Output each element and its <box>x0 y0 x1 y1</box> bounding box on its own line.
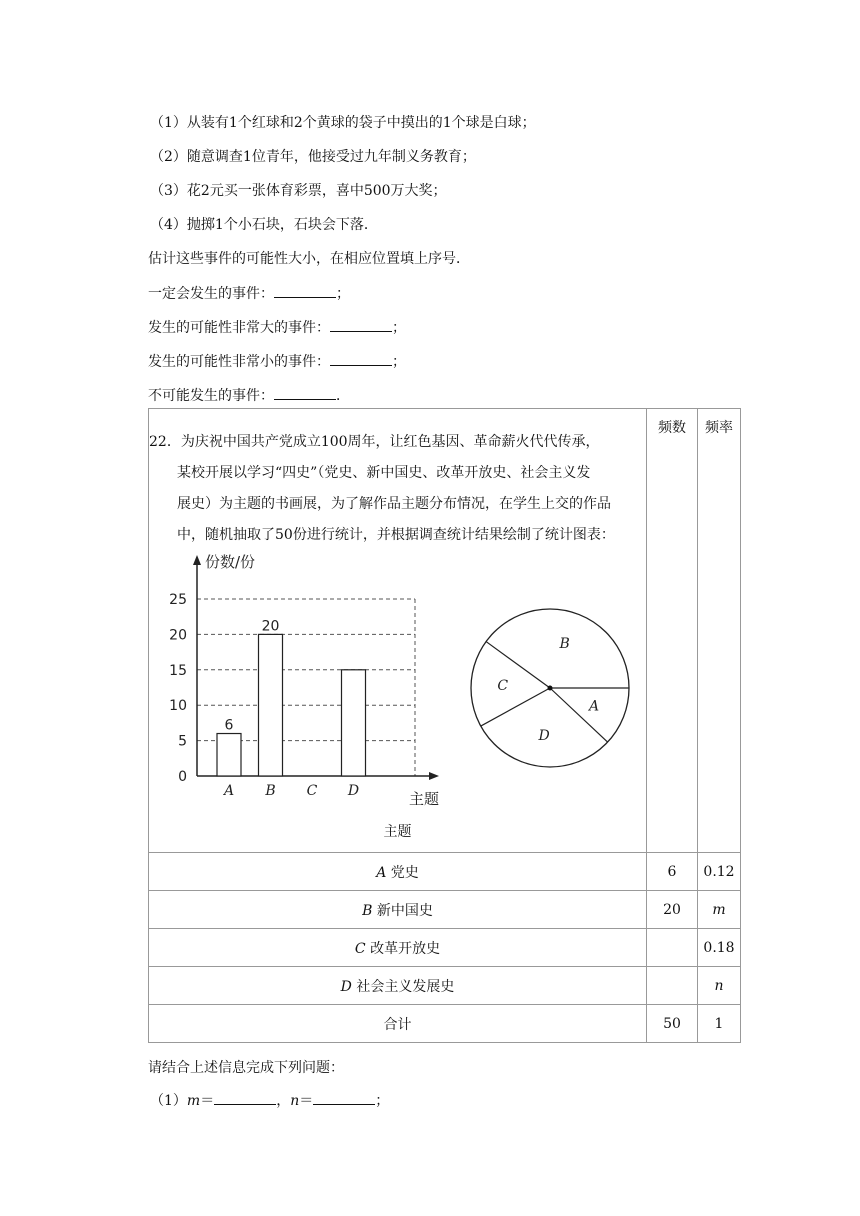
x-tick-label: C <box>306 782 318 799</box>
followup-text: 请结合上述信息完成下列问题： <box>148 1060 344 1076</box>
theme-name: 新中国史 <box>376 902 433 919</box>
x-axis-label: 主题 <box>409 789 440 808</box>
theme-cell <box>149 929 647 967</box>
answer-end: ； <box>392 320 406 336</box>
y-tick-label: 0 <box>178 768 187 785</box>
table-row-total <box>149 1005 741 1043</box>
rate-var-m: m <box>712 901 726 918</box>
bar-data-label: 6 <box>224 717 234 734</box>
answer-blank[interactable] <box>330 319 392 332</box>
freq-cell <box>647 929 698 967</box>
rate-cell: 0.18 <box>698 929 741 967</box>
m-blank[interactable] <box>214 1092 276 1105</box>
eq-sign: ＝ <box>200 1093 215 1109</box>
table-row <box>149 967 741 1005</box>
event-item-2: （2）随意调查1位青年，他接受过九年制义务教育； <box>150 149 476 165</box>
theme-letter: A <box>376 864 387 881</box>
theme-letter: C <box>354 940 366 957</box>
sub1-prefix: （1） <box>150 1093 187 1109</box>
answer-very-likely <box>148 317 406 337</box>
y-tick-label: 15 <box>169 662 187 679</box>
instruction-text: 估计这些事件的可能性大小，在相应位置填上序号． <box>148 251 470 267</box>
answer-very-unlikely <box>148 351 406 371</box>
answer-end: ； <box>392 354 406 370</box>
answer-blank[interactable] <box>274 387 336 400</box>
total-label: 合计 <box>149 1005 647 1043</box>
theme-cell <box>149 967 647 1005</box>
freq-cell: 20 <box>647 891 698 929</box>
event-item-4: （4）抛掷1个小石块，石块会下落． <box>150 217 378 233</box>
answer-label: 发生的可能性非常大的事件： <box>148 320 330 336</box>
theme-cell <box>149 853 647 891</box>
x-tick-label: B <box>265 782 276 799</box>
pie-label-B: B <box>559 635 570 652</box>
rate-cell <box>698 967 741 1005</box>
sub-question-1 <box>150 1090 389 1110</box>
answer-label: 一定会发生的事件： <box>148 286 274 302</box>
col-rate-header: 频率 <box>698 409 741 853</box>
pie-center <box>548 685 553 690</box>
separator: ， <box>276 1093 291 1109</box>
answer-blank[interactable] <box>330 353 392 366</box>
y-tick-label: 10 <box>169 697 187 714</box>
event-item-1: （1）从装有1个红球和2个黄球的袋子中摸出的1个球是白球； <box>150 115 536 131</box>
theme-name: 党史 <box>390 864 419 881</box>
pie-label-C: C <box>497 677 509 694</box>
sub1-end: ； <box>375 1093 390 1109</box>
col-theme-header: 主题 <box>383 823 412 840</box>
bar-A <box>217 733 241 775</box>
bar-chart <box>169 553 439 808</box>
q22-cell <box>149 409 647 853</box>
total-rate: 1 <box>698 1005 741 1043</box>
q22-text <box>149 427 636 551</box>
answer-end: ； <box>336 286 350 302</box>
pie-label-D: D <box>538 727 550 744</box>
var-m: m <box>186 1093 201 1109</box>
q22-number: 22． <box>149 433 181 450</box>
q22-table <box>148 408 741 1043</box>
theme-letter: D <box>340 978 352 995</box>
q22-line: 某校开展以学习“四史”（党史、新中国史、改革开放史、社会主义发 <box>177 464 591 481</box>
q22-line: 展史）为主题的书画展，为了解作品主题分布情况，在学生上交的作品 <box>177 495 611 512</box>
answer-impossible <box>148 385 350 405</box>
y-axis-label: 份数/份 <box>205 552 256 571</box>
theme-name: 社会主义发展史 <box>356 978 455 995</box>
col-freq-header: 频数 <box>647 409 698 853</box>
answer-label: 不可能发生的事件： <box>148 388 274 404</box>
theme-letter: B <box>362 902 373 919</box>
freq-cell <box>647 967 698 1005</box>
q22-line: 中，随机抽取了50份进行统计，并根据调查统计结果绘制了统计图表： <box>177 526 615 543</box>
pie-chart <box>471 609 629 767</box>
x-tick-label: A <box>223 782 235 799</box>
table-row <box>149 891 741 929</box>
q22-line: 为庆祝中国共产党成立100周年，让红色基因、革命薪火代代传承， <box>180 433 600 450</box>
answer-end: ． <box>336 388 350 404</box>
bar-D <box>342 669 366 775</box>
rate-cell: 0.12 <box>698 853 741 891</box>
var-n: n <box>290 1093 300 1109</box>
y-tick-label: 25 <box>169 591 187 608</box>
theme-cell <box>149 891 647 929</box>
answer-blank[interactable] <box>274 285 336 298</box>
x-tick-label: D <box>347 782 360 799</box>
eq-sign: ＝ <box>299 1093 314 1109</box>
total-freq: 50 <box>647 1005 698 1043</box>
bar-B <box>259 634 283 776</box>
rate-cell <box>698 891 741 929</box>
answer-label: 发生的可能性非常小的事件： <box>148 354 330 370</box>
y-tick-label: 20 <box>169 626 187 643</box>
bar-data-label: 20 <box>261 617 280 634</box>
freq-cell: 6 <box>647 853 698 891</box>
x-axis-arrow <box>429 772 439 780</box>
charts-area <box>149 551 646 819</box>
event-item-3: （3）花2元买一张体育彩票，喜中500万大奖； <box>150 183 447 199</box>
rate-var-n: n <box>714 977 724 994</box>
theme-name: 改革开放史 <box>370 940 441 957</box>
answer-certain <box>148 283 350 303</box>
table-row <box>149 853 741 891</box>
pie-label-A: A <box>589 697 600 714</box>
y-axis-arrow <box>193 555 201 565</box>
n-blank[interactable] <box>313 1092 375 1105</box>
table-row <box>149 929 741 967</box>
y-tick-label: 5 <box>178 733 187 750</box>
